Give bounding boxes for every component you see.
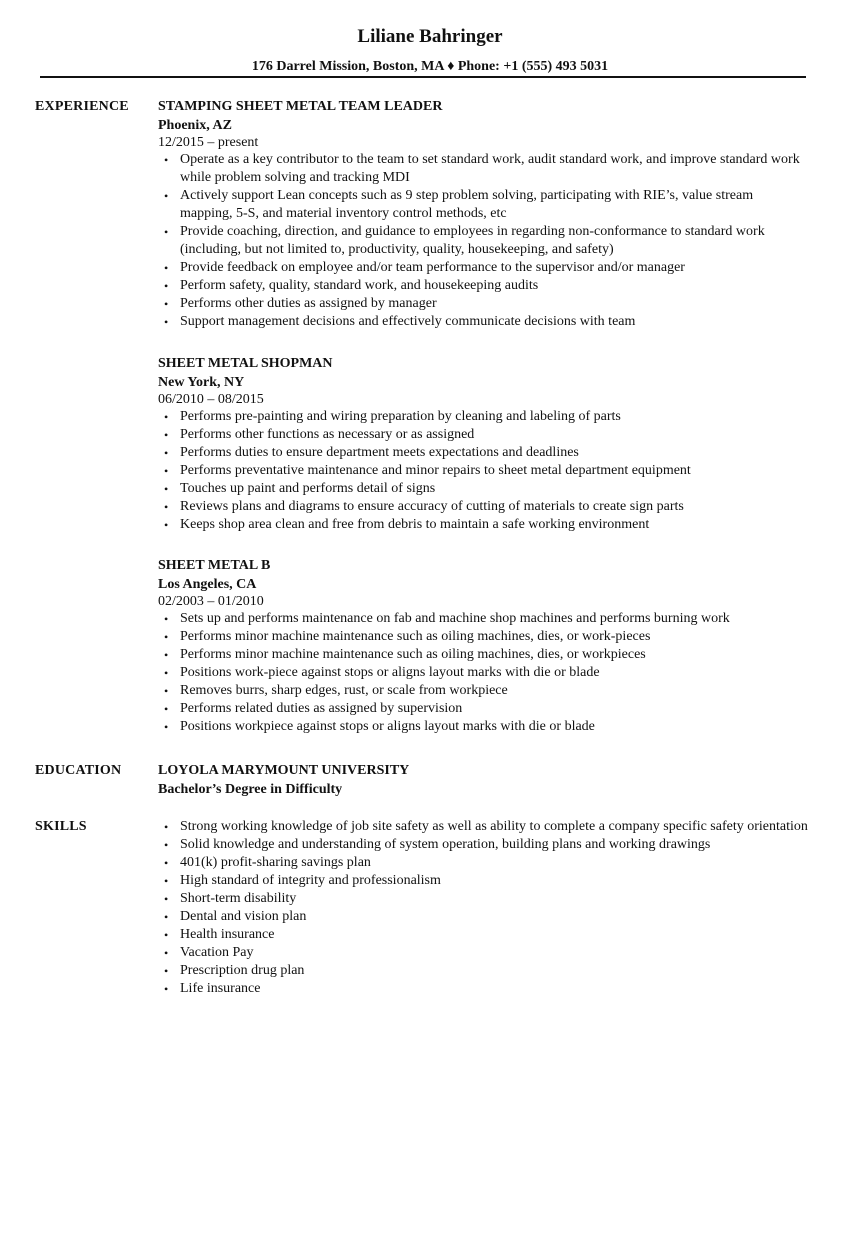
skill-item bbox=[158, 944, 808, 962]
job-duties-list bbox=[158, 610, 808, 736]
bullet-icon: • bbox=[164, 446, 169, 460]
duty-item bbox=[158, 700, 808, 718]
contact-line: 176 Darrel Mission, Boston, MA ♦ Phone: +1 (555) 493 5031 bbox=[251, 59, 609, 74]
bullet-icon: • bbox=[164, 153, 169, 167]
bullet-text: Positions work-piece against stops or aligns layout marks with die or blade bbox=[180, 665, 600, 680]
skill-item bbox=[158, 980, 808, 998]
bullet-icon: • bbox=[164, 648, 169, 662]
duty-item bbox=[158, 259, 808, 277]
job-dates: 12/2015 – present bbox=[158, 135, 259, 150]
bullet-text: Performs minor machine maintenance such as oiling machines, dies, or work-pieces bbox=[180, 629, 651, 644]
bullet-icon: • bbox=[164, 666, 169, 680]
bullet-icon: • bbox=[164, 910, 169, 924]
bullet-text: Performs preventative maintenance and minor repairs to sheet metal department equipment bbox=[180, 463, 691, 478]
bullet-icon: • bbox=[164, 684, 169, 698]
bullet-icon: • bbox=[164, 946, 169, 960]
bullet-icon: • bbox=[164, 964, 169, 978]
duty-item bbox=[158, 498, 808, 516]
duty-item bbox=[158, 480, 808, 498]
job-entry bbox=[158, 355, 808, 534]
bullet-text: Positions workpiece against stops or aligns layout marks with die or blade bbox=[180, 719, 595, 734]
bullet-icon: • bbox=[164, 410, 169, 424]
degree: Bachelor’s Degree in Difficulty bbox=[158, 782, 343, 797]
bullet-icon: • bbox=[164, 464, 169, 478]
bullet-text: Actively support Lean concepts such as 9 step problem solving, participating with RIE’s, value stream mapping, 5-S, and material inventory control methods, etc bbox=[180, 188, 754, 221]
education-entry bbox=[158, 762, 808, 799]
bullet-text: Touches up paint and performs detail of signs bbox=[180, 481, 436, 496]
bullet-icon: • bbox=[164, 279, 169, 293]
duty-item bbox=[158, 223, 808, 259]
job-dates: 06/2010 – 08/2015 bbox=[158, 392, 264, 407]
duty-item bbox=[158, 628, 808, 646]
bullet-text: Solid knowledge and understanding of system operation, building plans and working drawings bbox=[180, 837, 711, 852]
header-divider bbox=[40, 76, 806, 78]
bullet-text: Life insurance bbox=[180, 981, 261, 996]
bullet-text: Performs other functions as necessary or as assigned bbox=[180, 427, 475, 442]
skill-item bbox=[158, 836, 808, 854]
job-title: STAMPING SHEET METAL TEAM LEADER bbox=[158, 99, 443, 114]
duty-item bbox=[158, 646, 808, 664]
bullet-icon: • bbox=[164, 261, 169, 275]
duty-item bbox=[158, 682, 808, 700]
skill-item bbox=[158, 818, 808, 836]
bullet-text: Provide coaching, direction, and guidance to employees in regarding non-conformance to standard work (including, but not limited to, productivity, quality, housekeeping, and safety) bbox=[180, 224, 765, 257]
bullet-text: Short-term disability bbox=[180, 891, 297, 906]
bullet-text: Performs related duties as assigned by supervision bbox=[180, 701, 463, 716]
bullet-icon: • bbox=[164, 928, 169, 942]
bullet-icon: • bbox=[164, 189, 169, 203]
duty-item bbox=[158, 444, 808, 462]
skills-entry bbox=[158, 818, 808, 998]
bullet-text: Performs minor machine maintenance such as oiling machines, dies, or workpieces bbox=[180, 647, 646, 662]
duty-item bbox=[158, 426, 808, 444]
experience-section-label: EXPERIENCE bbox=[35, 99, 129, 114]
duty-item bbox=[158, 664, 808, 682]
bullet-icon: • bbox=[164, 297, 169, 311]
bullet-icon: • bbox=[164, 820, 169, 834]
bullet-icon: • bbox=[164, 982, 169, 996]
school-name: LOYOLA MARYMOUNT UNIVERSITY bbox=[158, 763, 410, 778]
bullet-text: Performs other duties as assigned by manager bbox=[180, 296, 437, 311]
bullet-text: Removes burrs, sharp edges, rust, or scale from workpiece bbox=[180, 683, 508, 698]
duty-item bbox=[158, 187, 808, 223]
bullet-icon: • bbox=[164, 225, 169, 239]
bullet-text: Strong working knowledge of job site safety as well as ability to complete a company specific safety orientation bbox=[180, 819, 808, 834]
skills-section-label: SKILLS bbox=[35, 819, 87, 834]
bullet-text: Health insurance bbox=[180, 927, 275, 942]
skill-item bbox=[158, 962, 808, 980]
duty-item bbox=[158, 718, 808, 736]
bullet-icon: • bbox=[164, 500, 169, 514]
bullet-text: Provide feedback on employee and/or team performance to the supervisor and/or manager bbox=[180, 260, 685, 275]
skill-item bbox=[158, 890, 808, 908]
bullet-text: Perform safety, quality, standard work, and housekeeping audits bbox=[180, 278, 539, 293]
bullet-icon: • bbox=[164, 856, 169, 870]
bullet-text: High standard of integrity and professionalism bbox=[180, 873, 441, 888]
duty-item bbox=[158, 462, 808, 480]
job-entry bbox=[158, 98, 808, 331]
bullet-icon: • bbox=[164, 874, 169, 888]
bullet-icon: • bbox=[164, 428, 169, 442]
duty-item bbox=[158, 151, 808, 187]
skill-item bbox=[158, 926, 808, 944]
bullet-icon: • bbox=[164, 720, 169, 734]
bullet-text: Reviews plans and diagrams to ensure accuracy of cutting of materials to create sign parts bbox=[180, 499, 684, 514]
bullet-text: Operate as a key contributor to the team to set standard work, audit standard work, and improve standard work while problem solving and tracking MDI bbox=[180, 152, 800, 185]
bullet-text: Dental and vision plan bbox=[180, 909, 307, 924]
job-duties-list bbox=[158, 151, 808, 331]
bullet-text: Vacation Pay bbox=[180, 945, 254, 960]
duty-item bbox=[158, 313, 808, 331]
bullet-icon: • bbox=[164, 702, 169, 716]
bullet-text: Support management decisions and effectively communicate decisions with team bbox=[180, 314, 636, 329]
bullet-text: 401(k) profit-sharing savings plan bbox=[180, 855, 371, 870]
bullet-icon: • bbox=[164, 612, 169, 626]
job-location: Los Angeles, CA bbox=[158, 577, 257, 592]
job-location: New York, NY bbox=[158, 375, 245, 390]
candidate-name: Liliane Bahringer bbox=[357, 26, 503, 47]
duty-item bbox=[158, 610, 808, 628]
skill-item bbox=[158, 872, 808, 890]
bullet-text: Performs pre-painting and wiring preparation by cleaning and labeling of parts bbox=[180, 409, 621, 424]
bullet-icon: • bbox=[164, 518, 169, 532]
job-dates: 02/2003 – 01/2010 bbox=[158, 594, 264, 609]
skills-list bbox=[158, 818, 808, 998]
bullet-text: Prescription drug plan bbox=[180, 963, 305, 978]
bullet-icon: • bbox=[164, 892, 169, 906]
job-location: Phoenix, AZ bbox=[158, 118, 232, 133]
job-duties-list bbox=[158, 408, 808, 534]
job-title: SHEET METAL B bbox=[158, 558, 271, 573]
skill-item bbox=[158, 908, 808, 926]
duty-item bbox=[158, 516, 808, 534]
bullet-icon: • bbox=[164, 315, 169, 329]
bullet-text: Sets up and performs maintenance on fab and machine shop machines and performs burning work bbox=[180, 611, 730, 626]
duty-item bbox=[158, 408, 808, 426]
skill-item bbox=[158, 854, 808, 872]
duty-item bbox=[158, 277, 808, 295]
job-title: SHEET METAL SHOPMAN bbox=[158, 356, 333, 371]
education-section-label: EDUCATION bbox=[35, 763, 122, 778]
bullet-icon: • bbox=[164, 482, 169, 496]
duty-item bbox=[158, 295, 808, 313]
bullet-icon: • bbox=[164, 838, 169, 852]
bullet-text: Keeps shop area clean and free from debris to maintain a safe working environment bbox=[180, 517, 650, 532]
bullet-icon: • bbox=[164, 630, 169, 644]
job-entry bbox=[158, 557, 808, 736]
bullet-text: Performs duties to ensure department meets expectations and deadlines bbox=[180, 445, 579, 460]
